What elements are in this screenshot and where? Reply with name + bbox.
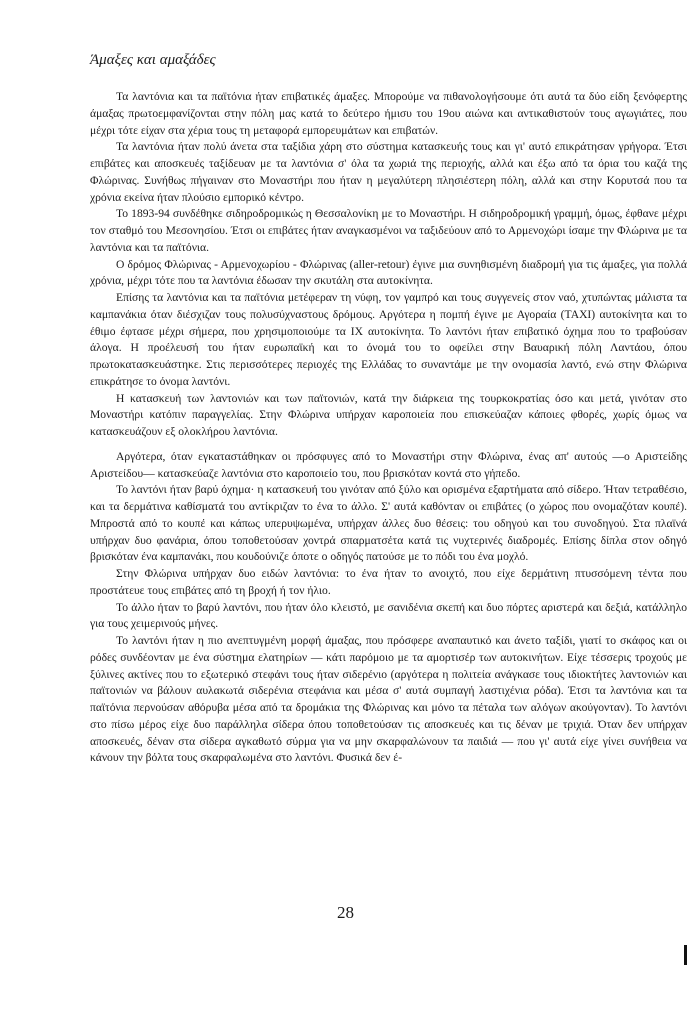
- paragraph: Αργότερα, όταν εγκαταστάθηκαν οι πρόσφυγες από το Μοναστήρι στην Φλώρινα, ένας απ' αυτούς —ο Αριστείδης Αριστείδου— κατασκεύαζε λαντόνια στο καροποιείο του, που βρισκόταν κοντά στο γήπεδο.: [90, 449, 687, 480]
- paragraph: Το 1893-94 συνδέθηκε σιδηροδρομικώς η Θεσσαλονίκη με το Μοναστήρι. Η σιδηροδρομική γραμμή, όμως, έφθανε μέχρι τον σταθμό του Μεσονησίου. Έτσι οι επιβάτες ήταν αναγκασμένοι να ταξιδεύουν από το Αρμενοχώρι ίσαμε την Φλώρινα με τα λαντόνια και τα παϊτόνια.: [90, 207, 687, 254]
- paragraph: Επίσης τα λαντόνια και τα παϊτόνια μετέφεραν τη νύφη, τον γαμπρό και τους συγγενείς στον ναό, χτυπώντας μάλιστα τα καμπανάκια όταν διέσχιζαν τους πολυσύχναστους δρόμους. Αργότερα η πομπή έγινε με Αγοραία (TAXI) αυτοκίνητα και το έθιμο έφτασε μέχρι σήμερα, που χρησιμοποιούμε τα IX αυτοκίνητα. Το λαντόνι ήταν επιβατικό όχημα που το τραβούσαν άλογα. Η προέλευσή του ήταν ευρωπαϊκή και το όνομά του το οφείλει στην Βαυαρική πόλη Λαντάου, όπου πρωτοκατασκευάστηκε. Στις περισσότερες περιοχές της Ελλάδας το συναντάμε με την ονομασία λαντό, ενώ στην Φλώρινα επικράτησε το όνομα λαντόνι.: [90, 291, 687, 388]
- paragraph: Το λαντόνι ήταν η πιο ανεπτυγμένη μορφή άμαξας, που πρόσφερε αναπαυτικό και άνετο ταξίδι, γιατί το σκάφος και οι ρόδες συνδέονταν με ένα σύστημα ελατηρίων — κάτι παρόμοιο με τα αμορτισέρ των αυτοκινήτων. Είχε τέσσερις τροχούς με ξύλινες ακτίνες που το εξωτερικό στεφάνι τους ήταν σιδερένιο (αργότερα η πολιτεία ανάγκασε τους ιδιοκτήτες λαντονιών και παϊτονιών να βάλουν αυλακωτά σιδερένια στεφάνια και μέσα σ' αυτά συμπαγή λαστιχένια ρόδα). Έτσι τα λαντόνια και τα παϊτόνια περνούσαν αθόρυβα μέσα από τα δρομάκια της Φλώρινας και μόνο τα πέταλα των αλόγων ακούγονταν). Το λαντόνι στο πίσω μέρος είχε δυο παράλληλα σίδερα όπου τοποθετούσαν τις αποσκευές και τις δέναν με τριχιά. Όταν δεν υπήρχαν αποσκευές, δέναν στα σίδερα αγκαθωτό σύρμα για να μην σκαρφαλώνουν τα παιδιά — που γι' αυτά είχε γίνει συνήθεια να κάνουν την βόλτα τους σκαρφαλωμένα στο λαντόνι. Φυσικά δεν έ-: [90, 634, 687, 765]
- paragraph: Το λαντόνι ήταν βαρύ όχημα· η κατασκευή του γινόταν από ξύλο και ορισμένα εξαρτήματα από σίδερο. Ήταν τετραθέσιο, και τα δερμάτινα καθίσματά του αντίκριζαν το ένα το άλλο. Σ' αυτά καθόνταν οι επιβάτες (ο χώρος που ονομαζόταν κουπέ). Μπροστά από το κουπέ και κάπως υπερυψωμένα, υπήρχαν άλλες δυο θέσεις: του οδηγού και του συνοδηγού. Στα πλαϊνά υπήρχαν δυο φανάρια, όπου τοποθετούσαν χοντρά σπαρματσέτα κατά τις νυχτερινές διαδρομές. Επίσης δίπλα στον οδηγό βρισκόταν ένα καμπανάκι, που κουδούνιζε όποτε ο οδηγός πατούσε με το πόδι του ένα μοχλό.: [90, 483, 687, 564]
- paragraph: Η κατασκευή των λαντονιών και των παϊτονιών, κατά την διάρκεια της τουρκοκρατίας όσο και μετά, γινόταν στο Μοναστήρι κατόπιν παραγγελίας. Στην Φλώρινα υπήρχαν καροποιεία που επισκεύαζαν κάποιες φθορές, χωρίς όμως να κατασκευάζουν εξ ολοκλήρου λαντόνια.: [90, 391, 687, 438]
- body-text: [90, 89, 687, 767]
- section-heading: Άμαξες και αμαξάδες: [90, 52, 216, 68]
- paragraph: Στην Φλώρινα υπήρχαν δυο ειδών λαντόνια: το ένα ήταν το ανοιχτό, που είχε δερμάτινη πτυσσόμενη τέντα που προστάτευε τους επιβάτες από τη βροχή ή τον ήλιο.: [90, 567, 687, 597]
- scan-edge-mark: [684, 945, 687, 965]
- paragraph: Τα λαντόνια και τα παϊτόνια ήταν επιβατικές άμαξες. Μπορούμε να πιθανολογήσουμε ότι αυτά τα δύο είδη ξενόφερτης άμαξας πρωτοεμφανίζονται στην πόλη μας κατά το δεύτερο ήμισυ του 19ου αιώνα και αντικαθιστούν τους αγωγιάτες, που μέχρι τότε είχαν στα χέρια τους τη μεταφορά εμπορευμάτων και επιβατών.: [90, 90, 687, 137]
- paragraph: Το άλλο ήταν το βαρύ λαντόνι, που ήταν όλο κλειστό, με σανιδένια σκεπή και δυο πόρτες αριστερά και δεξιά, κατάλληλο για τους χειμερινούς μήνες.: [90, 600, 687, 631]
- page-number: 28: [337, 903, 354, 922]
- paragraph: Ο δρόμος Φλώρινας - Αρμενοχωρίου - Φλώρινας (aller-retour) έγινε μια συνηθισμένη διαδρομή για τις άμαξες, για πολλά χρόνια, μέχρι τότε που τα λαντόνια έδωσαν την σκυτάλη στα αυτοκίνητα.: [90, 257, 687, 288]
- paragraph: Τα λαντόνια ήταν πολύ άνετα στα ταξίδια χάρη στο σύστημα κατασκευής τους και γι' αυτό επικράτησαν γρήγορα. Έτσι επιβάτες και αποσκευές ταξίδευαν με τα λαντόνια σ' όλα τα χωριά της περιοχής, αλλά και έξω από τα όρια του καζά της Φλώρινας. Συνήθως πήγαιναν στο Μοναστήρι που ήταν η μεγαλύτερη πλησιέστερη πόλη, αλλά και στην Κορυτσά που τα χρόνια εκείνα ήταν πλούσιο εμπορικό κέντρο.: [90, 140, 687, 204]
